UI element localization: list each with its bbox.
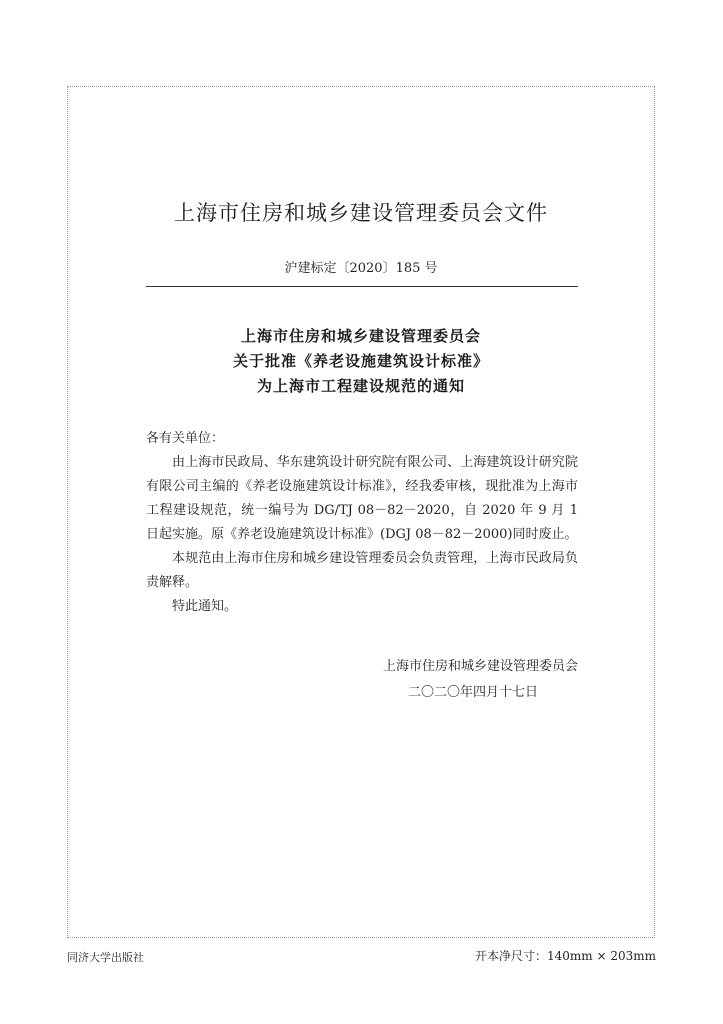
body-paragraph-2: 本规范由上海市住房和城乡建设管理委员会负责管理，上海市民政局负责解释。 <box>146 551 578 590</box>
footer-publisher: 同济大学出版社 <box>67 951 144 964</box>
document-number: 沪建标定〔2020〕185 号 <box>284 261 438 276</box>
document-header-title: 上海市住房和城乡建设管理委员会文件 <box>174 201 548 225</box>
signature-organization: 上海市住房和城乡建设管理委员会 <box>382 659 578 674</box>
closing-remark: 特此通知。 <box>172 599 238 614</box>
body-paragraph-1: 由上海市民政局、华东建筑设计研究院有限公司、上海建筑设计研究院有限公司主编的《养老设施建筑设计标准》，经我委审核，现批准为上海市工程建设规范，统一编号为 DG/TJ 08－82－2020，自 2020 年 9 月 1 日起实施。原《养老设施建筑设计标准》(DGJ 08－82－2000)同时废止。 <box>146 455 578 542</box>
notice-title <box>67 324 655 399</box>
salutation: 各有关单位： <box>146 431 225 446</box>
notice-title-line-2: 关于批准《养老设施建筑设计标准》 <box>232 352 489 370</box>
signature-date: 二〇二〇年四月十七日 <box>407 685 538 700</box>
footer-page-size: 开本净尺寸：140mm × 203mm <box>474 949 656 963</box>
header-divider <box>146 286 578 287</box>
notice-title-line-3: 为上海市工程建设规范的通知 <box>256 377 465 395</box>
signature-block <box>146 654 578 706</box>
notice-title-line-1: 上海市住房和城乡建设管理委员会 <box>240 327 481 345</box>
notice-body <box>146 427 578 619</box>
